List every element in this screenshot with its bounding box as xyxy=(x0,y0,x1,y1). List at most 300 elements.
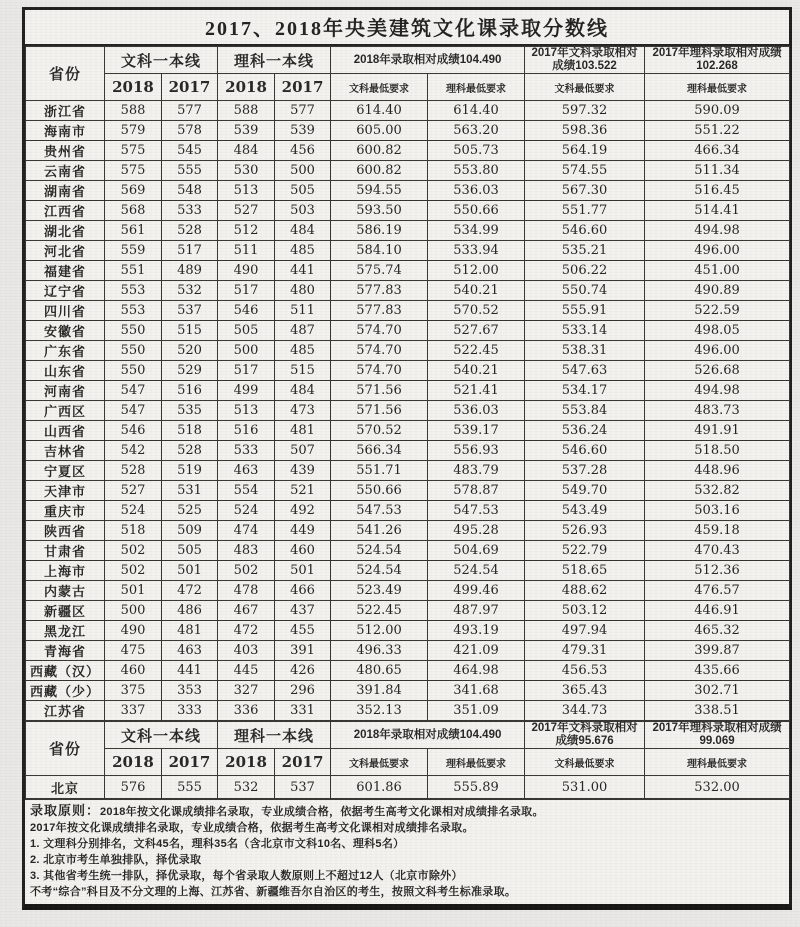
score-cell: 577.83 xyxy=(331,301,428,321)
score-cell: 600.82 xyxy=(331,161,428,181)
score-cell: 550.74 xyxy=(525,281,645,301)
score-cell: 327 xyxy=(218,681,275,701)
score-cell: 551.22 xyxy=(645,121,790,141)
score-cell: 598.36 xyxy=(525,121,645,141)
score-cell: 522.45 xyxy=(331,601,428,621)
score-cell: 577 xyxy=(275,101,331,121)
score-cell: 497.94 xyxy=(525,621,645,641)
score-cell: 486 xyxy=(162,601,218,621)
score-cell: 515 xyxy=(275,361,331,381)
score-cell: 478 xyxy=(218,581,275,601)
score-cell: 547.63 xyxy=(525,361,645,381)
table-row xyxy=(26,521,790,541)
score-cell: 517 xyxy=(162,241,218,261)
score-cell: 473 xyxy=(275,401,331,421)
score-cell: 467 xyxy=(218,601,275,621)
score-cell: 512 xyxy=(218,221,275,241)
score-cell: 522.45 xyxy=(428,341,525,361)
score-cell: 403 xyxy=(218,641,275,661)
score-cell: 566.34 xyxy=(331,441,428,461)
score-cell: 515 xyxy=(162,321,218,341)
score-cell: 601.86 xyxy=(331,776,428,799)
score-cell: 526.68 xyxy=(645,361,790,381)
table-row xyxy=(26,201,790,221)
province-cell: 山东省 xyxy=(26,361,105,381)
header-2017-arts-relative-score: 2017年文科录取相对成绩95.676 xyxy=(525,722,645,749)
score-cell: 534.17 xyxy=(525,381,645,401)
score-cell: 575.74 xyxy=(331,261,428,281)
province-cell: 贵州省 xyxy=(26,141,105,161)
score-cell: 365.43 xyxy=(525,681,645,701)
score-cell: 526.93 xyxy=(525,521,645,541)
score-cell: 528 xyxy=(162,221,218,241)
table-row xyxy=(26,541,790,561)
score-cell: 502 xyxy=(105,561,162,581)
score-cell: 568 xyxy=(105,201,162,221)
score-cell: 512.00 xyxy=(331,621,428,641)
header-science-first-tier-line: 理科一本线 xyxy=(218,722,331,749)
score-cell: 551.77 xyxy=(525,201,645,221)
score-cell: 503 xyxy=(275,201,331,221)
table-row xyxy=(26,561,790,581)
score-cell: 540.21 xyxy=(428,281,525,301)
score-cell: 441 xyxy=(275,261,331,281)
header-2017-arts-relative-score: 2017年文科录取相对成绩103.522 xyxy=(525,47,645,74)
score-cell: 518.50 xyxy=(645,441,790,461)
table-row xyxy=(26,301,790,321)
score-cell: 528 xyxy=(105,461,162,481)
province-cell: 湖北省 xyxy=(26,221,105,241)
score-cell: 516 xyxy=(162,381,218,401)
score-cell: 451.00 xyxy=(645,261,790,281)
score-cell: 456.53 xyxy=(525,661,645,681)
score-table-beijing xyxy=(25,721,790,799)
score-cell: 553.80 xyxy=(428,161,525,181)
score-cell: 574.70 xyxy=(331,321,428,341)
score-cell: 579 xyxy=(105,121,162,141)
table-row xyxy=(26,181,790,201)
table-row xyxy=(26,241,790,261)
note-line: 2. 北京市考生单独排队，择优录取 xyxy=(30,854,202,866)
note-line: 2017年按文化课成绩排名录取，专业成绩合格，依据考生高考文化课相对成绩排名录取。 xyxy=(30,822,474,834)
score-cell: 506.22 xyxy=(525,261,645,281)
score-cell: 494.98 xyxy=(645,221,790,241)
score-cell: 505 xyxy=(275,181,331,201)
note-principle xyxy=(30,803,784,820)
table-row xyxy=(26,381,790,401)
table-row xyxy=(26,641,790,661)
score-cell: 564.19 xyxy=(525,141,645,161)
score-cell: 399.87 xyxy=(645,641,790,661)
table-row xyxy=(26,221,790,241)
scanned-table-frame xyxy=(22,7,792,910)
table-row xyxy=(26,681,790,701)
score-cell: 463 xyxy=(218,461,275,481)
score-cell: 483.79 xyxy=(428,461,525,481)
header-province: 省份 xyxy=(26,47,105,101)
score-cell: 567.30 xyxy=(525,181,645,201)
score-cell: 500 xyxy=(218,341,275,361)
table-row xyxy=(26,601,790,621)
table-row xyxy=(26,321,790,341)
score-cell: 584.10 xyxy=(331,241,428,261)
header-science-minimum: 理科最低要求 xyxy=(428,749,525,776)
score-cell: 480 xyxy=(275,281,331,301)
province-cell: 黑龙江 xyxy=(26,621,105,641)
province-cell: 上海市 xyxy=(26,561,105,581)
score-cell: 614.40 xyxy=(331,101,428,121)
score-cell: 578.87 xyxy=(428,481,525,501)
header-arts-minimum-2017: 文科最低要求 xyxy=(525,749,645,776)
score-cell: 547 xyxy=(105,401,162,421)
score-cell: 490.89 xyxy=(645,281,790,301)
province-cell: 广东省 xyxy=(26,341,105,361)
header-year-2018-arts: 2018 xyxy=(105,74,162,101)
header-year-2017-arts: 2017 xyxy=(162,74,218,101)
score-cell: 524 xyxy=(218,501,275,521)
score-cell: 352.13 xyxy=(331,701,428,721)
score-cell: 470.43 xyxy=(645,541,790,561)
score-cell: 535 xyxy=(162,401,218,421)
score-cell: 464.98 xyxy=(428,661,525,681)
score-cell: 474 xyxy=(218,521,275,541)
principle-label: 录取原则： xyxy=(30,803,101,818)
province-cell: 北京 xyxy=(26,776,105,799)
score-cell: 496.33 xyxy=(331,641,428,661)
score-cell: 529 xyxy=(162,361,218,381)
score-cell: 502 xyxy=(105,541,162,561)
score-cell: 513 xyxy=(218,401,275,421)
score-cell: 532.82 xyxy=(645,481,790,501)
score-cell: 551 xyxy=(105,261,162,281)
score-cell: 344.73 xyxy=(525,701,645,721)
table-row xyxy=(26,461,790,481)
province-cell: 吉林省 xyxy=(26,441,105,461)
table-row xyxy=(26,161,790,181)
score-cell: 549.70 xyxy=(525,481,645,501)
score-cell: 533 xyxy=(218,441,275,461)
score-cell: 541.26 xyxy=(331,521,428,541)
score-cell: 597.32 xyxy=(525,101,645,121)
score-cell: 504.69 xyxy=(428,541,525,561)
score-cell: 550 xyxy=(105,341,162,361)
score-cell: 449 xyxy=(275,521,331,541)
score-cell: 524.54 xyxy=(331,541,428,561)
beijing-row xyxy=(26,776,790,799)
score-cell: 540.21 xyxy=(428,361,525,381)
score-cell: 574.70 xyxy=(331,361,428,381)
score-cell: 448.96 xyxy=(645,461,790,481)
score-cell: 577 xyxy=(162,101,218,121)
province-cell: 西藏（汉） xyxy=(26,661,105,681)
score-cell: 516 xyxy=(218,421,275,441)
province-cell: 天津市 xyxy=(26,481,105,501)
score-cell: 493.19 xyxy=(428,621,525,641)
table-row xyxy=(26,776,790,799)
score-cell: 547.53 xyxy=(428,501,525,521)
score-cell: 527.67 xyxy=(428,321,525,341)
score-cell: 495.28 xyxy=(428,521,525,541)
score-cell: 553 xyxy=(105,301,162,321)
score-cell: 485 xyxy=(275,241,331,261)
province-cell: 湖南省 xyxy=(26,181,105,201)
score-cell: 531 xyxy=(162,481,218,501)
score-cell: 441 xyxy=(162,661,218,681)
score-cell: 546.60 xyxy=(525,441,645,461)
score-cell: 590.09 xyxy=(645,101,790,121)
score-cell: 516.45 xyxy=(645,181,790,201)
score-cell: 517 xyxy=(218,281,275,301)
score-cell: 512.00 xyxy=(428,261,525,281)
score-cell: 484 xyxy=(275,381,331,401)
header-year-2018-arts: 2018 xyxy=(105,749,162,776)
province-cell: 江苏省 xyxy=(26,701,105,721)
score-cell: 535.21 xyxy=(525,241,645,261)
score-cell: 492 xyxy=(275,501,331,521)
score-cell: 594.55 xyxy=(331,181,428,201)
score-cell: 336 xyxy=(218,701,275,721)
score-cell: 302.71 xyxy=(645,681,790,701)
table-row xyxy=(26,261,790,281)
score-cell: 574.55 xyxy=(525,161,645,181)
score-cell: 460 xyxy=(105,661,162,681)
score-cell: 505.73 xyxy=(428,141,525,161)
score-cell: 588 xyxy=(105,101,162,121)
score-cell: 481 xyxy=(162,621,218,641)
score-cell: 547.53 xyxy=(331,501,428,521)
score-cell: 476.57 xyxy=(645,581,790,601)
score-cell: 536.24 xyxy=(525,421,645,441)
table-row xyxy=(26,141,790,161)
header-science-minimum-2017: 理科最低要求 xyxy=(645,749,790,776)
score-cell: 512.36 xyxy=(645,561,790,581)
score-cell: 509 xyxy=(162,521,218,541)
score-cell: 479.31 xyxy=(525,641,645,661)
province-cell: 宁夏区 xyxy=(26,461,105,481)
province-cell: 西藏（少） xyxy=(26,681,105,701)
score-cell: 466.34 xyxy=(645,141,790,161)
score-cell: 521 xyxy=(275,481,331,501)
score-cell: 465.32 xyxy=(645,621,790,641)
score-cell: 511 xyxy=(275,301,331,321)
score-cell: 539 xyxy=(218,121,275,141)
score-cell: 527 xyxy=(218,201,275,221)
score-cell: 548 xyxy=(162,181,218,201)
table1-header xyxy=(26,47,790,101)
score-cell: 501 xyxy=(162,561,218,581)
score-cell: 521.41 xyxy=(428,381,525,401)
table-row xyxy=(26,121,790,141)
province-cell: 甘肃省 xyxy=(26,541,105,561)
score-cell: 550 xyxy=(105,321,162,341)
score-cell: 528 xyxy=(162,441,218,461)
score-cell: 527 xyxy=(105,481,162,501)
score-cell: 576 xyxy=(105,776,162,799)
score-cell: 489 xyxy=(162,261,218,281)
score-cell: 445 xyxy=(218,661,275,681)
score-cell: 570.52 xyxy=(428,301,525,321)
score-cell: 518 xyxy=(105,521,162,541)
header-arts-minimum: 文科最低要求 xyxy=(331,74,428,101)
score-cell: 551.71 xyxy=(331,461,428,481)
score-cell: 338.51 xyxy=(645,701,790,721)
score-cell: 503.16 xyxy=(645,501,790,521)
province-cell: 浙江省 xyxy=(26,101,105,121)
score-cell: 296 xyxy=(275,681,331,701)
score-cell: 531.00 xyxy=(525,776,645,799)
score-cell: 483 xyxy=(218,541,275,561)
header-year-2018-science: 2018 xyxy=(218,74,275,101)
score-cell: 481 xyxy=(275,421,331,441)
header-2017-science-relative-score: 2017年理科录取相对成绩102.268 xyxy=(645,47,790,74)
province-cell: 河南省 xyxy=(26,381,105,401)
province-cell: 重庆市 xyxy=(26,501,105,521)
header-year-2018-science: 2018 xyxy=(218,749,275,776)
score-cell: 553 xyxy=(105,281,162,301)
score-cell: 569 xyxy=(105,181,162,201)
score-cell: 501 xyxy=(275,561,331,581)
header-province: 省份 xyxy=(26,722,105,776)
score-cell: 491.91 xyxy=(645,421,790,441)
score-cell: 545 xyxy=(162,141,218,161)
score-cell: 550 xyxy=(105,361,162,381)
table-row xyxy=(26,421,790,441)
score-cell: 586.19 xyxy=(331,221,428,241)
score-cell: 494.98 xyxy=(645,381,790,401)
score-cell: 556.93 xyxy=(428,441,525,461)
score-cell: 525 xyxy=(162,501,218,521)
score-cell: 533.14 xyxy=(525,321,645,341)
score-cell: 511.34 xyxy=(645,161,790,181)
score-cell: 490 xyxy=(105,621,162,641)
score-cell: 472 xyxy=(218,621,275,641)
score-cell: 563.20 xyxy=(428,121,525,141)
score-cell: 561 xyxy=(105,221,162,241)
score-cell: 522.59 xyxy=(645,301,790,321)
score-cell: 487 xyxy=(275,321,331,341)
score-cell: 496.00 xyxy=(645,241,790,261)
score-cell: 518.65 xyxy=(525,561,645,581)
header-arts-first-tier-line: 文科一本线 xyxy=(105,722,218,749)
score-cell: 505 xyxy=(218,321,275,341)
score-cell: 337 xyxy=(105,701,162,721)
table-row xyxy=(26,341,790,361)
note-lines xyxy=(30,820,784,900)
score-cell: 575 xyxy=(105,141,162,161)
score-cell: 588 xyxy=(218,101,275,121)
score-cell: 391.84 xyxy=(331,681,428,701)
score-table-provinces xyxy=(25,46,790,721)
note-line: 3. 其他省考生统一排队，择优录取，每个省录取人数原则上不超过12人（北京市除外） xyxy=(30,870,463,882)
score-cell: 460 xyxy=(275,541,331,561)
score-cell: 534.99 xyxy=(428,221,525,241)
score-cell: 490 xyxy=(218,261,275,281)
provinces-rows xyxy=(26,101,790,721)
score-cell: 475 xyxy=(105,641,162,661)
score-cell: 496.00 xyxy=(645,341,790,361)
score-cell: 546 xyxy=(218,301,275,321)
score-cell: 456 xyxy=(275,141,331,161)
score-cell: 523.49 xyxy=(331,581,428,601)
score-cell: 555 xyxy=(162,776,218,799)
score-cell: 555.91 xyxy=(525,301,645,321)
score-cell: 524.54 xyxy=(331,561,428,581)
note-line: 1. 文理科分别排名，文科45名，理科35名（含北京市文科10名、理科5名） xyxy=(30,838,405,850)
province-cell: 辽宁省 xyxy=(26,281,105,301)
score-cell: 570.52 xyxy=(331,421,428,441)
score-cell: 507 xyxy=(275,441,331,461)
score-cell: 532.00 xyxy=(645,776,790,799)
principle-text: 2018年按文化课成绩排名录取，专业成绩合格，依据考生高考文化课相对成绩排名录取。 xyxy=(100,806,544,818)
score-cell: 511 xyxy=(218,241,275,261)
score-cell: 532 xyxy=(218,776,275,799)
province-cell: 江西省 xyxy=(26,201,105,221)
score-cell: 605.00 xyxy=(331,121,428,141)
score-cell: 499.46 xyxy=(428,581,525,601)
score-cell: 353 xyxy=(162,681,218,701)
table-row xyxy=(26,701,790,721)
score-cell: 614.40 xyxy=(428,101,525,121)
table2-header xyxy=(26,722,790,776)
province-cell: 陕西省 xyxy=(26,521,105,541)
table-row xyxy=(26,621,790,641)
score-cell: 435.66 xyxy=(645,661,790,681)
score-cell: 500 xyxy=(105,601,162,621)
header-year-2017-arts: 2017 xyxy=(162,749,218,776)
score-cell: 505 xyxy=(162,541,218,561)
score-cell: 554 xyxy=(218,481,275,501)
table-row xyxy=(26,441,790,461)
score-cell: 484 xyxy=(275,221,331,241)
header-science-minimum-2017: 理科最低要求 xyxy=(645,74,790,101)
table-row xyxy=(26,661,790,681)
table-row xyxy=(26,101,790,121)
score-cell: 543.49 xyxy=(525,501,645,521)
header-year-2017-science: 2017 xyxy=(275,74,331,101)
score-cell: 391 xyxy=(275,641,331,661)
score-cell: 546.60 xyxy=(525,221,645,241)
province-cell: 河北省 xyxy=(26,241,105,261)
score-cell: 513 xyxy=(218,181,275,201)
header-year-2017-science: 2017 xyxy=(275,749,331,776)
score-cell: 559 xyxy=(105,241,162,261)
province-cell: 安徽省 xyxy=(26,321,105,341)
score-cell: 538.31 xyxy=(525,341,645,361)
score-cell: 466 xyxy=(275,581,331,601)
admission-notes xyxy=(25,799,789,904)
score-cell: 571.56 xyxy=(331,381,428,401)
province-cell: 广西区 xyxy=(26,401,105,421)
score-cell: 555.89 xyxy=(428,776,525,799)
table-row xyxy=(26,281,790,301)
province-cell: 四川省 xyxy=(26,301,105,321)
score-cell: 524.54 xyxy=(428,561,525,581)
score-cell: 487.97 xyxy=(428,601,525,621)
score-cell: 437 xyxy=(275,601,331,621)
score-cell: 333 xyxy=(162,701,218,721)
score-cell: 537 xyxy=(162,301,218,321)
score-cell: 537 xyxy=(275,776,331,799)
score-cell: 578 xyxy=(162,121,218,141)
score-cell: 483.73 xyxy=(645,401,790,421)
score-cell: 351.09 xyxy=(428,701,525,721)
score-cell: 446.91 xyxy=(645,601,790,621)
score-cell: 502 xyxy=(218,561,275,581)
score-cell: 533.94 xyxy=(428,241,525,261)
score-cell: 533 xyxy=(162,201,218,221)
score-cell: 498.05 xyxy=(645,321,790,341)
score-cell: 463 xyxy=(162,641,218,661)
